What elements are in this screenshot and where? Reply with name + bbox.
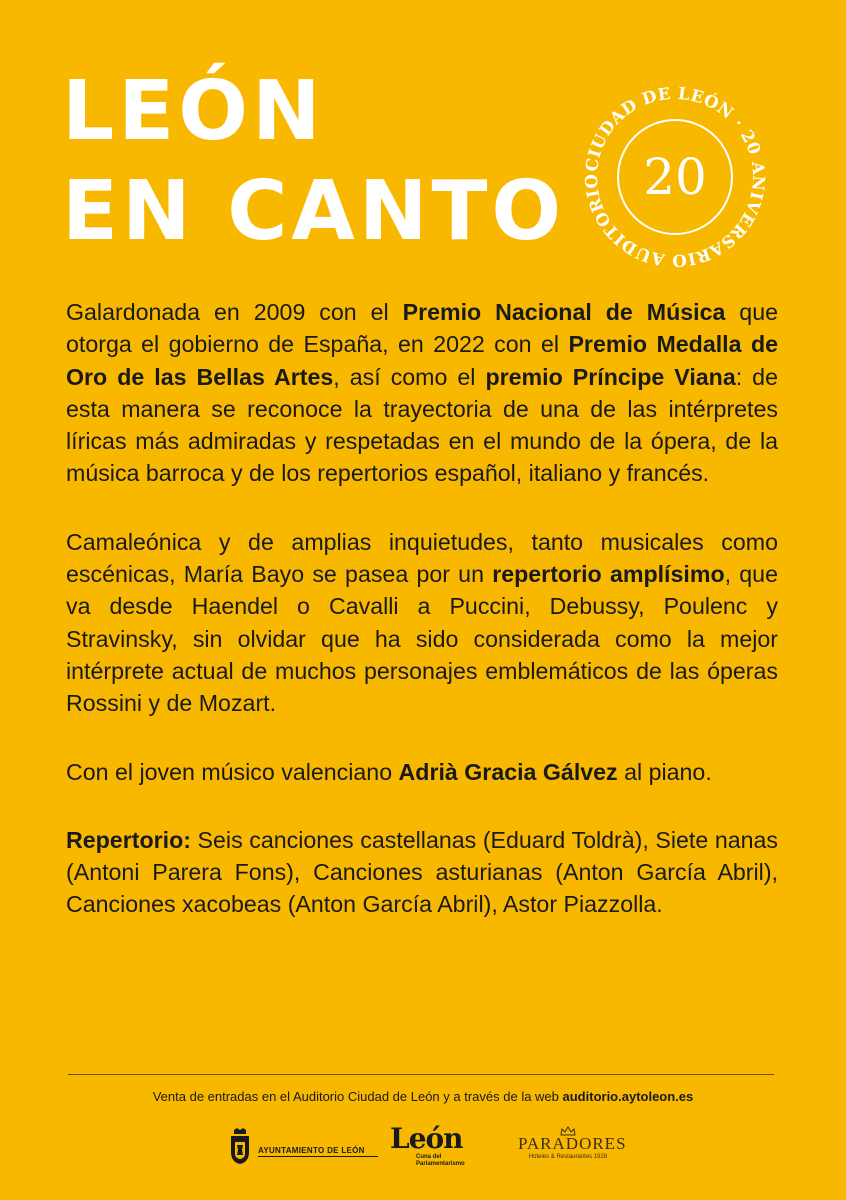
leon-wordmark: León (390, 1122, 463, 1155)
paragraph-repertoire-list (66, 824, 778, 921)
paragraph-repertoire-range (66, 526, 778, 720)
paradores-tagline: Hoteles & Restaurantes 1928 (528, 1154, 608, 1160)
emphasis-text: premio Príncipe Viana (485, 363, 736, 390)
city-coat-of-arms-icon (228, 1128, 252, 1164)
paragraph-awards (66, 296, 778, 490)
ticket-sales-link[interactable]: auditorio.aytoleon.es (562, 1089, 694, 1104)
emphasis-text: repertorio amplísimo (492, 561, 725, 588)
paradores-wordmark: PARADORES (518, 1134, 627, 1153)
body-text: Con el joven músico valenciano (66, 758, 399, 785)
ayuntamiento-underline (258, 1156, 378, 1157)
emphasis-text: Repertorio: (66, 826, 191, 853)
event-title (62, 62, 565, 262)
body-text: Camaleónica y de amplias inquietudes, tanto musicales como escénicas, María Bayo se pasea por un (66, 528, 778, 588)
emphasis-text: Adrià Gracia Gálvez (398, 758, 618, 785)
paragraph-pianist (66, 756, 778, 788)
paradores-logo (518, 1126, 627, 1160)
event-description (66, 296, 778, 957)
body-text: , así como el (333, 363, 486, 390)
body-text: : de esta manera se reconoce la trayectoria de una de las intérpretes líricas más admiradas y respetadas en el mundo de la ópera, de la música barroca y de los repertorios español, italiano y francés. (66, 363, 778, 487)
sponsor-logos (0, 1120, 846, 1180)
body-text: , que va desde Haendel o Cavalli a Puccini, Debussy, Poulenc y Stravinsky, sin olvidar que ha sido considerada como la mejor intérprete actual de muchos personajes emblemáticos de las óperas Rossini y de Mozart. (66, 561, 778, 717)
leon-tagline: Cuna del Parlamentarismo (416, 1154, 465, 1167)
footer-divider (68, 1074, 774, 1075)
anniversary-badge (580, 82, 770, 272)
ayuntamiento-name: AYUNTAMIENTO DE LEÓN (258, 1146, 365, 1155)
title-line-1: LEÓN (62, 64, 325, 159)
badge-number: 20 (643, 148, 707, 206)
emphasis-text: Premio Medalla de Oro de las Bellas Artes (66, 331, 778, 390)
badge-arc-text: CIUDAD DE LEÓN · 20 ANIVERSARIO AUDITORIO (581, 83, 769, 271)
ticket-sales-info (0, 1089, 846, 1104)
body-text: que otorga el gobierno de España, en 2022 con el (66, 299, 778, 358)
ticket-sales-text: Venta de entradas en el Auditorio Ciudad de León y a través de la web (152, 1089, 563, 1104)
body-text: Seis canciones castellanas (Eduard Toldrà), Siete nanas (Antoni Parera Fons), Canciones asturianas (Anton García Abril), Canciones xacobeas (Anton García Abril), Astor Piazzolla. (66, 826, 778, 918)
body-text: Galardonada en 2009 con el (66, 299, 403, 325)
title-line-2: EN CANTO (62, 164, 566, 259)
body-text: al piano. (617, 758, 712, 785)
leon-tourism-logo (390, 1122, 465, 1167)
emphasis-text: Premio Nacional de Música (402, 299, 726, 325)
